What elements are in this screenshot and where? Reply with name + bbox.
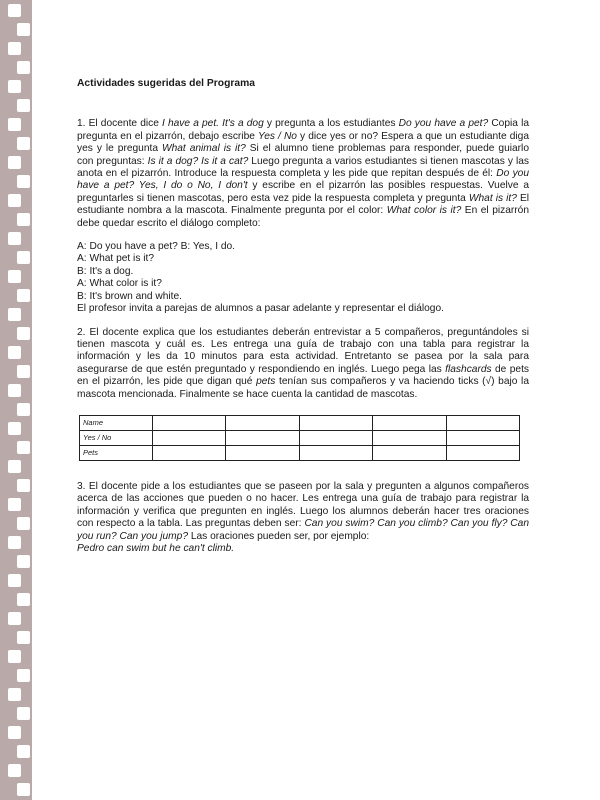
binding-hole bbox=[17, 403, 30, 416]
binding-hole bbox=[8, 726, 21, 739]
table-cell bbox=[373, 415, 446, 430]
spiral-binding-strip bbox=[0, 0, 32, 800]
binding-hole bbox=[8, 498, 21, 511]
row-label-yes-no: Yes / No bbox=[80, 430, 153, 445]
binding-hole bbox=[17, 61, 30, 74]
binding-hole bbox=[17, 631, 30, 644]
table-cell bbox=[226, 415, 299, 430]
binding-hole bbox=[8, 460, 21, 473]
binding-hole bbox=[17, 99, 30, 112]
document-page bbox=[77, 78, 529, 555]
table-row bbox=[80, 445, 520, 460]
binding-hole bbox=[17, 441, 30, 454]
binding-hole bbox=[8, 42, 21, 55]
dialogue-line: A: What color is it? bbox=[77, 278, 162, 290]
binding-hole bbox=[17, 289, 30, 302]
table-row bbox=[80, 415, 520, 430]
binding-hole bbox=[17, 251, 30, 264]
table-cell bbox=[299, 415, 372, 430]
binding-hole bbox=[17, 517, 30, 530]
activity-3-paragraph: 3. El docente pide a los estudiantes que se paseen por la sala y pregunten a algunos compañeros acerca de las acciones que pueden o no hacer. Les entrega una guía de trabajo para registrar la información y verifica que pregunten en inglés. Luego los alumnos deberán hacer tres oraciones con respecto a la tabla. Las preguntas deben ser: Can you swim? Can you climb? Can you fly? Can you run? Can you jump? Las oraciones pueden ser, por ejemplo: bbox=[77, 480, 529, 542]
row-label-name: Name bbox=[80, 415, 153, 430]
table-cell bbox=[373, 445, 446, 460]
document-title: Actividades sugeridas del Programa bbox=[77, 78, 255, 89]
activity-1-dialogue bbox=[77, 241, 529, 315]
table-row bbox=[80, 430, 520, 445]
binding-hole bbox=[8, 156, 21, 169]
binding-hole bbox=[8, 764, 21, 777]
dialogue-line: B: It's brown and white. bbox=[77, 290, 183, 302]
binding-hole bbox=[8, 346, 21, 359]
binding-hole bbox=[8, 688, 21, 701]
binding-hole bbox=[8, 232, 21, 245]
table-cell bbox=[153, 430, 226, 445]
binding-hole bbox=[8, 194, 21, 207]
binding-hole bbox=[17, 137, 30, 150]
dialogue-line: A: Do you have a pet? B: Yes, I do. bbox=[77, 241, 236, 253]
table-cell bbox=[299, 430, 372, 445]
binding-hole bbox=[8, 118, 21, 131]
table-cell bbox=[446, 430, 519, 445]
dialogue-line: B: It's a dog. bbox=[77, 265, 134, 277]
binding-hole bbox=[8, 80, 21, 93]
activity-2-paragraph: 2. El docente explica que los estudiantes deberán entrevistar a 5 compañeros, preguntándoles si tienen mascota y cuál es. Les entrega una guía de trabajo con una tabla para registrar la información y les da 10 minutos para esta actividad. Entretanto se pasea por la sala para asegurarse de que estén preguntado y respondiendo en inglés. Luego pega las flashcards de pets en el pizarrón, les pide que digan qué pets tenían sus compañeros y va haciendo ticks (√) bajo la mascota mencionada. Finalmente se hace cuenta la cantidad de mascotas. bbox=[77, 326, 529, 400]
table-cell bbox=[373, 430, 446, 445]
binding-hole bbox=[17, 479, 30, 492]
row-label-pets: Pets bbox=[80, 445, 153, 460]
table-cell bbox=[153, 445, 226, 460]
binding-hole bbox=[8, 650, 21, 663]
binding-hole bbox=[17, 745, 30, 758]
table-cell bbox=[446, 445, 519, 460]
binding-hole bbox=[17, 707, 30, 720]
binding-hole bbox=[8, 536, 21, 549]
binding-hole bbox=[17, 23, 30, 36]
table-cell bbox=[299, 445, 372, 460]
binding-hole bbox=[8, 270, 21, 283]
binding-hole bbox=[8, 308, 21, 321]
activity-3-example: Pedro can swim but he can't climb. bbox=[77, 542, 235, 554]
binding-hole bbox=[8, 4, 21, 17]
binding-hole bbox=[8, 612, 21, 625]
table-cell bbox=[226, 445, 299, 460]
binding-hole bbox=[17, 327, 30, 340]
binding-hole bbox=[17, 175, 30, 188]
binding-hole bbox=[8, 574, 21, 587]
binding-hole bbox=[17, 593, 30, 606]
binding-hole bbox=[17, 555, 30, 568]
table-cell bbox=[226, 430, 299, 445]
dialogue-closing: El profesor invita a parejas de alumnos a pasar adelante y representar el diálogo. bbox=[77, 303, 444, 315]
table-cell bbox=[153, 415, 226, 430]
dialogue-line: A: What pet is it? bbox=[77, 253, 155, 265]
interview-table bbox=[79, 415, 520, 461]
binding-hole bbox=[17, 783, 30, 796]
binding-hole bbox=[17, 669, 30, 682]
binding-hole bbox=[17, 213, 30, 226]
binding-hole bbox=[17, 365, 30, 378]
binding-hole bbox=[8, 422, 21, 435]
table-cell bbox=[446, 415, 519, 430]
binding-hole bbox=[8, 384, 21, 397]
activity-1-paragraph: 1. El docente dice I have a pet. It's a dog y pregunta a los estudiantes Do you have a pet? Copia la pregunta en el pizarrón, debajo escribe Yes / No y dice yes or no? Espera a que un estudiante diga yes y le pregunta What animal is it? Si el alumno tiene problemas para responder, puede guiarlo con preguntas: Is it a dog? Is it a cat? Luego pregunta a varios estudiantes si tienen mascotas y las anota en el pizarrón. Introduce la respuesta completa y les pide que repitan después de él: Do you have a pet? Yes, I do o No, I don't y escribe en el pizarrón las posibles respuestas. Vuelve a preguntarles si tienen mascotas, pero esta vez pide la respuesta completa y pregunta What is it? El estudiante nombra a la mascota. Finalmente pregunta por el color: What color is it? En el pizarrón debe quedar escrito el diálogo completo: bbox=[77, 118, 530, 229]
